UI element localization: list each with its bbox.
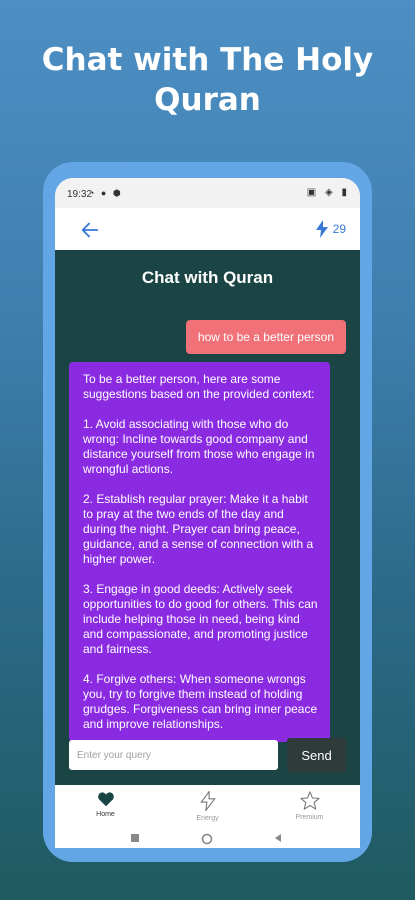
nav-item-energy[interactable] <box>157 791 258 822</box>
recents-icon[interactable] <box>130 833 140 843</box>
notification-icons: ◔ ● ⬢ <box>89 188 123 198</box>
back-triangle-icon[interactable] <box>273 833 283 843</box>
system-status-icons: ▣ ◈ ▮ <box>306 187 350 198</box>
query-input[interactable] <box>69 740 278 770</box>
energy-count: 29 <box>332 222 346 236</box>
query-input-row <box>69 740 346 774</box>
status-time: 19:32 <box>67 189 93 200</box>
system-navigation-bar <box>55 830 360 848</box>
headline <box>0 40 415 120</box>
arrow-left-icon[interactable] <box>79 219 101 241</box>
nav-label-premium: Premium <box>295 814 324 821</box>
chat-title: Chat with Quran <box>141 268 274 287</box>
headline-line-1: Chat with The Holy <box>41 42 374 78</box>
nav-item-premium[interactable] <box>259 791 360 821</box>
bot-paragraph: 2. Establish regular prayer: Make it a habit to pray at the two ends of the day and during the night. Prayer can bring peace, guidance, and a sense of connection with a higher power. <box>83 492 314 566</box>
lightning-icon <box>200 791 216 811</box>
status-bar <box>55 178 360 208</box>
app-bar <box>55 208 360 250</box>
nav-label-energy: Energy <box>196 815 219 822</box>
home-circle-icon[interactable] <box>201 833 213 845</box>
send-button[interactable]: Send <box>287 738 346 772</box>
phone-screen <box>55 178 360 848</box>
headline-line-2: Quran <box>154 82 261 118</box>
bot-message-bubble <box>69 362 330 742</box>
lightning-icon <box>315 220 329 238</box>
nav-item-home[interactable] <box>55 791 156 818</box>
bot-paragraph: 1. Avoid associating with those who do wrong: Incline towards good company and distance yourself from those who engage in wrongful actions. <box>83 417 315 476</box>
user-message-bubble: how to be a better person <box>186 320 346 354</box>
heart-icon <box>97 791 115 807</box>
chat-area <box>55 250 360 785</box>
nav-label-home: Home <box>96 811 115 818</box>
star-icon <box>300 791 320 810</box>
bot-paragraph: 3. Engage in good deeds: Actively seek opportunities to do good for others. This can include helping those in need, being kind and compassionate, and promoting justice and fairness. <box>83 582 318 656</box>
bot-paragraph: To be a better person, here are some suggestions based on the provided context: <box>83 372 315 401</box>
energy-counter[interactable] <box>315 220 346 238</box>
bot-paragraph: 4. Forgive others: When someone wrongs you, try to forgive them instead of holding grudges. Forgiveness can bring inner peace and improve relationships. <box>83 672 318 731</box>
